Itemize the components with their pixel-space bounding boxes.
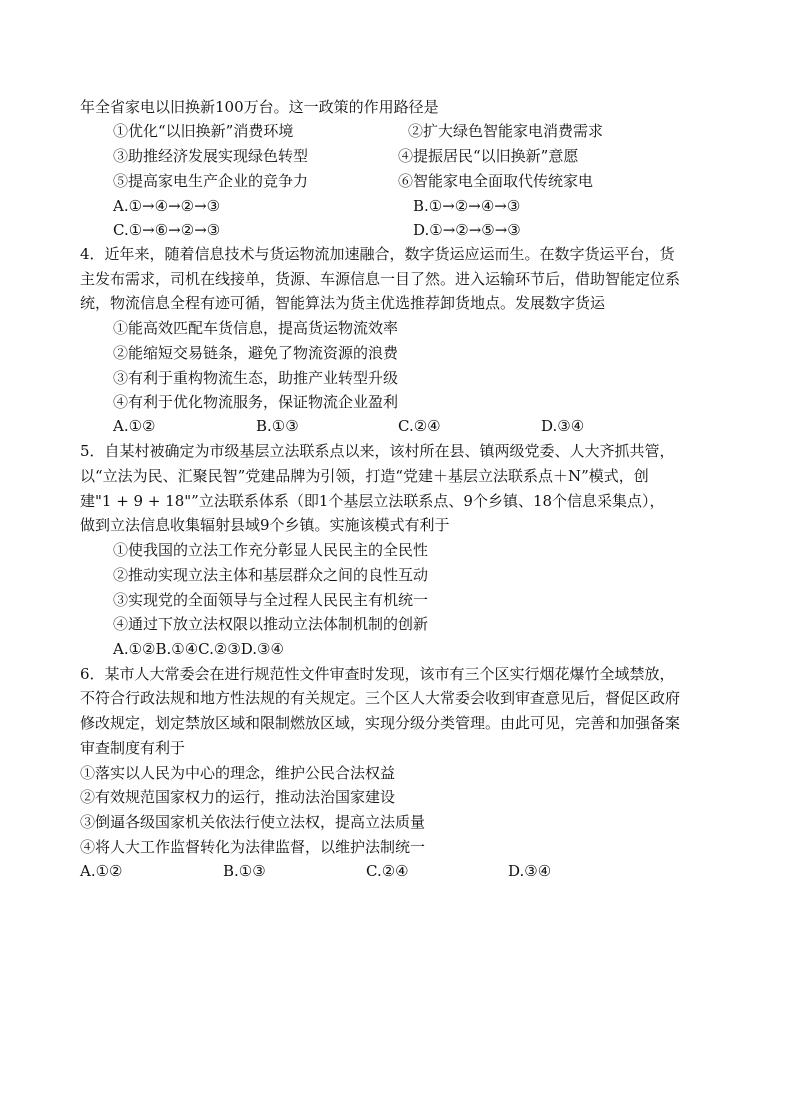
- q6-option-c: C.②④: [366, 862, 409, 880]
- q6-stem-line-1: 6．某市人大常委会在进行规范性文件审查时发现，该市有三个区实行烟花爆竹全域禁放，: [80, 665, 675, 683]
- q4-item-2: ②能缩短交易链条，避免了物流资源的浪费: [113, 344, 399, 362]
- q6-stem-line-4: 审查制度有利于: [80, 739, 186, 757]
- q5-item-3: ③实现党的全面领导与全过程人民民主有机统一: [113, 591, 429, 609]
- q6-stem-line-2: 不符合行政法规和地方性法规的有关规定。三个区人大常委会收到审查意见后，督促区政府: [80, 689, 681, 707]
- q5-item-4: ④通过下放立法权限以推动立法体制机制的创新: [113, 615, 429, 633]
- q6-item-4: ④将人大工作监督转化为法律监督，以维护法制统一: [80, 838, 426, 856]
- q4-option-d: D.③④: [541, 417, 585, 435]
- q6-item-2: ②有效规范国家权力的运行，推动法治国家建设: [80, 788, 396, 806]
- q5-options: A.①②B.①④C.②③D.③④: [113, 640, 284, 658]
- q3-option-c: C.①→⑥→②→③: [113, 221, 221, 239]
- q4-stem-line-2: 主发布需求，司机在线接单，货源、车源信息一目了然。进入运输环节后，借助智能定位系: [80, 270, 681, 288]
- q3-item-2: ②扩大绿色智能家电消费需求: [408, 122, 604, 140]
- q5-item-1: ①使我国的立法工作充分彰显人民民主的全民性: [113, 541, 429, 559]
- q5-stem-line-2: 以“立法为民、汇聚民智”党建品牌为引领，打造“党建＋基层立法联系点＋N”模式，创: [80, 467, 649, 485]
- q3-item-5: ⑤提高家电生产企业的竞争力: [113, 172, 309, 190]
- q6-item-1: ①落实以人民为中心的理念，维护公民合法权益: [80, 764, 396, 782]
- q4-option-a: A.①②: [113, 417, 156, 435]
- q4-option-c: C.②④: [398, 417, 441, 435]
- q4-option-b: B.①③: [256, 417, 299, 435]
- q4-stem-line-3: 统，物流信息全程有迹可循，智能算法为货主优选推荐卸货地点。发展数字货运: [80, 294, 606, 312]
- q6-item-3: ③倒逼各级国家机关依法行使立法权，提高立法质量: [80, 813, 426, 831]
- q3-item-1: ①优化“以旧换新”消费环境: [113, 122, 294, 140]
- q6-option-d: D.③④: [508, 862, 552, 880]
- q3-stem-tail: 年全省家电以旧换新100万台。这一政策的作用路径是: [80, 98, 439, 116]
- q5-stem-line-3: 建"1 + 9 + 18"”立法联系体系（即1个基层立法联系点、9个乡镇、18个信息采集点），: [80, 492, 665, 510]
- q4-item-1: ①能高效匹配车货信息，提高货运物流效率: [113, 319, 399, 337]
- q5-stem-line-1: 5．自某村被确定为市级基层立法联系点以来，该村所在县、镇两级党委、人大齐抓共管，: [80, 442, 675, 460]
- q6-option-a: A.①②: [80, 862, 123, 880]
- q6-stem-line-3: 修改规定，划定禁放区域和限制燃放区域，实现分级分类管理。由此可见，完善和加强备案: [80, 714, 681, 732]
- q3-option-a: A.①→④→②→③: [113, 197, 221, 215]
- q3-option-d: D.①→②→⑤→③: [413, 221, 521, 239]
- q3-item-4: ④提振居民“以旧换新”意愿: [398, 147, 579, 165]
- q5-stem-line-4: 做到立法信息收集辐射县域9个乡镇。实施该模式有利于: [80, 516, 450, 534]
- q4-item-3: ③有利于重构物流生态，助推产业转型升级: [113, 369, 399, 387]
- q4-stem-line-1: 4．近年来，随着信息技术与货运物流加速融合，数字货运应运而生。在数字货运平台，货: [80, 245, 675, 263]
- q3-item-3: ③助推经济发展实现绿色转型: [113, 147, 309, 165]
- q3-option-b: B.①→②→④→③: [413, 197, 521, 215]
- q5-item-2: ②推动实现立法主体和基层群众之间的良性互动: [113, 566, 429, 584]
- q3-item-6: ⑥智能家电全面取代传统家电: [398, 172, 594, 190]
- q4-item-4: ④有利于优化物流服务，保证物流企业盈利: [113, 393, 399, 411]
- q6-option-b: B.①③: [223, 862, 266, 880]
